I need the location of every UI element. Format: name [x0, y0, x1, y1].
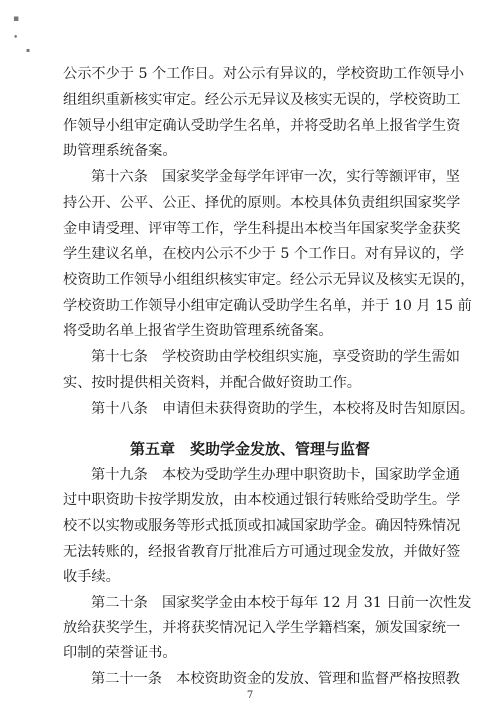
text-line: 放给获奖学生，并将获奖情况记入学生学籍档案，颁发国家统一 — [63, 620, 461, 636]
corner-mark-2: • — [13, 33, 19, 43]
corner-mark-3: ▪ — [26, 47, 31, 54]
text-line: 将受助名单上报省学生资助管理系统备案。 — [63, 323, 333, 339]
text-line: 第二十条 国家奖学金由本校于每年 12 月 31 日前一次性发 — [91, 595, 472, 611]
text-line: 校资助工作领导小组组织核实审定。经公示无异议及核实无误的， — [63, 272, 475, 288]
text-line: 第十七条 学校资助由学校组织实施，享受资助的学生需如 — [91, 349, 460, 365]
text-line: 第十八条 申请但未获得资助的学生，本校将及时告知原因。 — [91, 401, 475, 417]
text-line: 助管理系统备案。 — [63, 143, 177, 159]
text-line: 第十六条 国家奖学金每学年评审一次，实行等额评审，坚 — [91, 169, 460, 185]
text-line: 学生建议名单，在校内公示不少于 5 个工作日。对有异议的，学 — [63, 246, 465, 262]
chapter-heading: 第五章 奖助学金发放、管理与监督 — [129, 440, 370, 458]
text-line: 无法转账的，经报省教育厅批准后方可通过现金发放，并做好签 — [63, 544, 461, 560]
text-line: 组组织重新核实审定。经公示无异议及核实无误的，学校资助工 — [63, 92, 461, 108]
corner-mark-1: ▪ — [13, 14, 20, 24]
text-line: 作领导小组审定确认受助学生名单，并将受助名单上报省学生资 — [63, 118, 461, 134]
text-line: 实、按时提供相关资料，并配合做好资助工作。 — [63, 375, 361, 391]
text-line: 过中职资助卡按学期发放，由本校通过银行转账给受助学生。学 — [63, 492, 461, 508]
text-line: 学校资助工作领导小组审定确认受助学生名单，并于 10 月 15 前 — [63, 298, 472, 314]
text-line: 公示不少于 5 个工作日。对公示有异议的，学校资助工作领导小 — [63, 66, 465, 82]
text-line: 第二十一条 本校资助资金的发放、管理和监督严格按照教 — [91, 671, 460, 687]
text-line: 第十九条 本校为受助学生办理中职资助卡，国家助学金通 — [91, 467, 460, 483]
text-line: 校不以实物或服务等形式抵顶或扣减国家助学金。确因特殊情况 — [63, 518, 461, 534]
text-line: 持公开、公平、公正、择优的原则。本校具体负责组织国家奖学 — [63, 195, 461, 211]
text-line: 金申请受理、评审等工作，学生科提出本校当年国家奖学金获奖 — [63, 221, 461, 237]
text-line: 印制的荣誉证书。 — [63, 645, 177, 661]
page-number: 7 — [246, 690, 254, 701]
text-line: 收手续。 — [63, 569, 120, 585]
